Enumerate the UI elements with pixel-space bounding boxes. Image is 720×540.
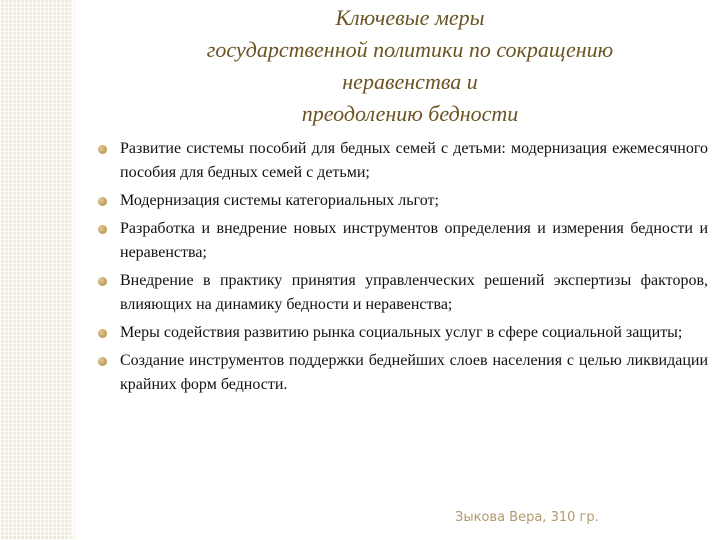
bullet-text: Создание инструментов поддержки беднейших слоев населения с целью ликвидации крайних форм бедности.	[120, 352, 708, 393]
title-line: преодолению бедности	[301, 101, 519, 126]
bullet-dot-icon	[98, 329, 107, 338]
bullet-item	[98, 321, 708, 345]
bullet-item	[98, 269, 708, 317]
author-footer: Зыкова Вера, 310 гр.	[455, 510, 599, 525]
bullet-list	[98, 137, 708, 401]
title-line: Ключевые меры	[335, 5, 485, 30]
slide-title	[120, 2, 700, 130]
bullet-item	[98, 137, 708, 185]
decorative-side-pattern	[0, 0, 78, 540]
bullet-text: Развитие системы пособий для бедных семей с детьми: модернизация ежемесячного пособия для бедных семей с детьми;	[120, 140, 708, 181]
bullet-text: Меры содействия развитию рынка социальных услуг в сфере социальной защиты;	[120, 324, 683, 341]
bullet-dot-icon	[98, 225, 107, 234]
bullet-dot-icon	[98, 145, 107, 154]
title-line: неравенства и	[342, 69, 478, 94]
bullet-text: Внедрение в практику принятия управленческих решений экспертизы факторов, влияющих на динамику бедности и неравенства;	[120, 272, 708, 313]
bullet-item	[98, 217, 708, 265]
bullet-item	[98, 189, 708, 213]
bullet-text: Разработка и внедрение новых инструментов определения и измерения бедности и неравенства;	[120, 220, 708, 261]
bullet-dot-icon	[98, 277, 107, 286]
bullet-dot-icon	[98, 357, 107, 366]
bullet-item	[98, 349, 708, 397]
bullet-text: Модернизация системы категориальных льгот;	[120, 192, 439, 209]
title-line: государственной политики по сокращению	[206, 37, 614, 62]
bullet-dot-icon	[98, 197, 107, 206]
